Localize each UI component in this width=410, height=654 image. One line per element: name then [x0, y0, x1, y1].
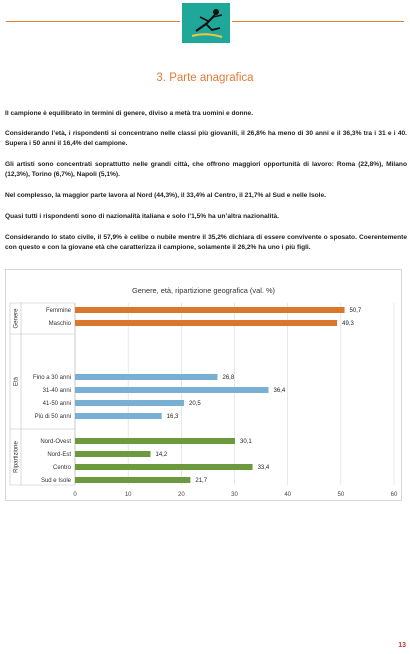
bar [75, 413, 162, 419]
x-tick-label: 0 [73, 492, 77, 498]
dancer-logo-icon [182, 3, 230, 43]
bar [75, 477, 190, 483]
x-tick-label: 40 [284, 492, 292, 498]
bar [75, 438, 235, 444]
paragraph-civil-status: Considerando lo stato civile, il 57,9% è celibe o nubile mentre il 35,2% dichiara di essere convivente o sposato. Coerentemente con questo e con la giovane età che caratterizza il campione, solamente il 26,2% ha uno i più figli. [5, 234, 407, 252]
category-label: Femmine [45, 308, 71, 314]
data-label: 20,5 [188, 401, 201, 407]
data-label: 33,4 [257, 465, 270, 471]
data-label: 21,7 [195, 478, 208, 484]
x-tick-label: 50 [337, 492, 345, 498]
group-label: Genere [13, 308, 20, 329]
category-label: Centro [52, 465, 71, 471]
group-label: Età [13, 376, 20, 387]
chart-container [5, 269, 402, 501]
bar [75, 374, 217, 380]
data-label: 16,3 [166, 414, 179, 420]
paragraph-gender: Il campione è equilibrato in termini di genere, diviso a metà tra uomini e donne. [5, 110, 254, 117]
category-label: Nord-Ovest [40, 439, 71, 445]
category-label: 41-50 anni [42, 401, 71, 407]
data-label: 50,7 [349, 308, 362, 314]
section-title: 3. Parte anagrafica [156, 72, 254, 84]
header-rule-right [232, 21, 404, 22]
x-tick-label: 10 [124, 492, 132, 498]
group-label: Ripartizione [13, 441, 20, 473]
chart-title: Genere, età, ripartizione geografica (val. %) [132, 286, 275, 295]
bar [75, 451, 150, 457]
category-label: Sud e Isole [40, 478, 71, 484]
page-number: 13 [398, 642, 406, 649]
x-tick-label: 60 [390, 492, 398, 498]
category-label: 31-40 anni [42, 388, 71, 394]
bar [75, 320, 337, 326]
x-tick-label: 20 [177, 492, 185, 498]
header-rule-left [6, 21, 180, 22]
paragraph-age: Considerando l’età, i rispondenti si concentrano nelle classi più giovanili, il 26,8% ha meno di 30 anni e il 36,3% tra i 31 e i 40. Supera i 50 anni il 16,4% del campione. [5, 130, 407, 148]
data-label: 49,3 [342, 321, 354, 327]
bar [75, 400, 184, 406]
category-label: Fino a 30 anni [32, 375, 71, 381]
x-tick-label: 30 [231, 492, 238, 498]
data-label: 36,4 [273, 388, 286, 394]
paragraph-regions: Nel complesso, la maggior parte lavora al Nord (44,3%), il 33,4% al Centro, il 21,7% al Sud e nelle Isole. [5, 192, 327, 199]
bar [75, 464, 253, 470]
data-label: 14,2 [155, 452, 168, 458]
category-label: Nord-Est [47, 452, 71, 458]
bar-chart [6, 270, 401, 500]
bar [75, 307, 345, 313]
category-label: Più di 50 anni [34, 414, 71, 420]
data-label: 30,1 [240, 439, 252, 445]
category-label: Maschio [48, 321, 71, 327]
data-label: 26,8 [222, 375, 235, 381]
paragraph-nationality: Quasi tutti i rispondenti sono di nazionalità italiana e solo l’1,5% ha un’altra nazionalità. [5, 213, 280, 220]
paragraph-cities: Gli artisti sono concentrati soprattutto nelle grandi città, che offrono maggiori opportunità di lavoro: Roma (22,8%), Milano (12,3%), Torino (6,7%), Napoli (5,1%). [5, 161, 407, 179]
bar [75, 387, 269, 393]
